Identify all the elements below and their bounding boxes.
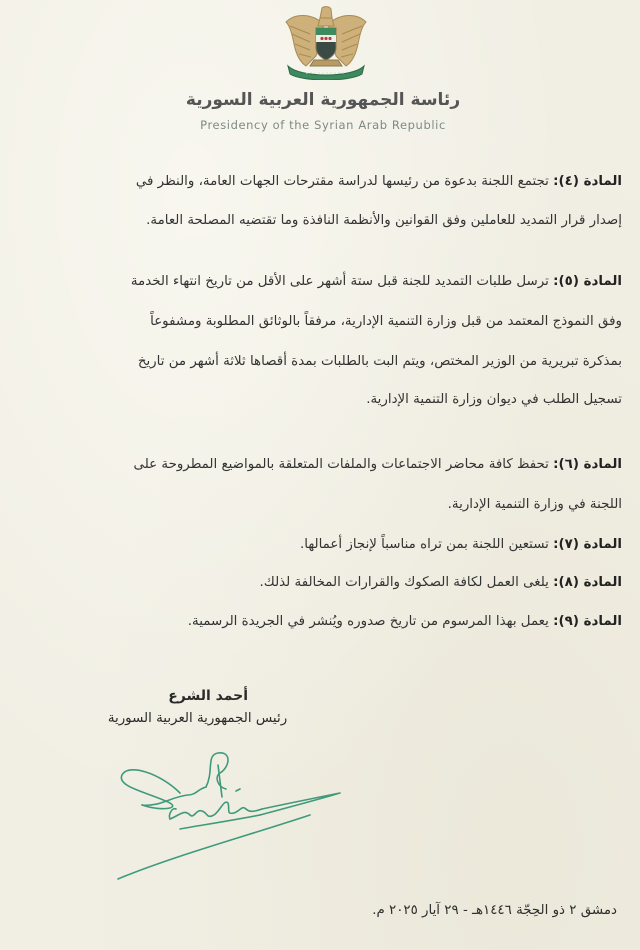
- article-8-text: يلغى العمل لكافة الصكوك والقرارات المخالفة لذلك.: [259, 575, 549, 590]
- article-4-line-1: [136, 174, 622, 189]
- article-7-line-1: [300, 537, 622, 552]
- presidency-title-english: Presidency of the Syrian Arab Republic: [200, 118, 446, 132]
- article-9-label: المادة (٩):: [553, 614, 622, 629]
- article-7-label: المادة (٧):: [553, 537, 622, 552]
- article-4-label: المادة (٤):: [553, 174, 622, 189]
- article-8-label: المادة (٨):: [553, 575, 622, 590]
- article-4-text: تجتمع اللجنة بدعوة من رئيسها لدراسة مقترحات الجهات العامة، والنظر في: [135, 174, 549, 189]
- article-9-line-1: [188, 614, 622, 629]
- article-5-line-1: [131, 274, 622, 289]
- presidency-title-arabic: رئاسة الجمهورية العربية السورية: [185, 90, 461, 110]
- article-7-text: تستعين اللجنة بمن تراه مناسباً لإنجاز أعمالها.: [300, 537, 549, 552]
- article-5-text: ترسل طلبات التمديد للجنة قبل ستة أشهر على الأقل من تاريخ انتهاء الخدمة: [130, 274, 549, 289]
- article-6-text: تحفظ كافة محاضر الاجتماعات والملفات المتعلقة بالمواضيع المطروحة على: [133, 457, 549, 472]
- article-5-line-2: وفق النموذج المعتمد من قبل وزارة التنمية الإدارية، مرفقاً بالوثائق المطلوبة ومشفوعاً: [150, 314, 622, 329]
- article-8-line-1: [260, 575, 622, 590]
- issue-date-line: دمشق ٢ ذو الحِجّة ١٤٤٦هـ - ٢٩ آيار ٢٠٢٥ م.: [372, 903, 617, 918]
- article-9-text: يعمل بهذا المرسوم من تاريخ صدوره ويُنشر في الجريدة الرسمية.: [187, 614, 549, 629]
- syrian-eagle-emblem-icon: [280, 4, 372, 80]
- article-4-line-2: إصدار قرار التمديد للعاملين وفق القوانين والأنظمة النافذة وما تقتضيه المصلحة العامة.: [146, 213, 622, 228]
- signatory-title: رئيس الجمهورية العربية السورية: [107, 711, 288, 726]
- signatory-name: أحمد الشرع: [168, 688, 248, 704]
- article-5-line-3: بمذكرة تبريرية من الوزير المختص، ويتم البت بالطلبات بمدة أقصاها ثلاثة أشهر من تاريخ: [137, 354, 622, 369]
- article-6-line-1: [134, 457, 622, 472]
- handwritten-signature-icon: [110, 745, 370, 885]
- article-6-line-2: اللجنة في وزارة التنمية الإدارية.: [447, 497, 622, 512]
- article-6-label: المادة (٦):: [553, 457, 622, 472]
- article-5-label: المادة (٥):: [553, 274, 622, 289]
- article-5-line-4: تسجيل الطلب في ديوان وزارة التنمية الإدارية.: [366, 392, 622, 407]
